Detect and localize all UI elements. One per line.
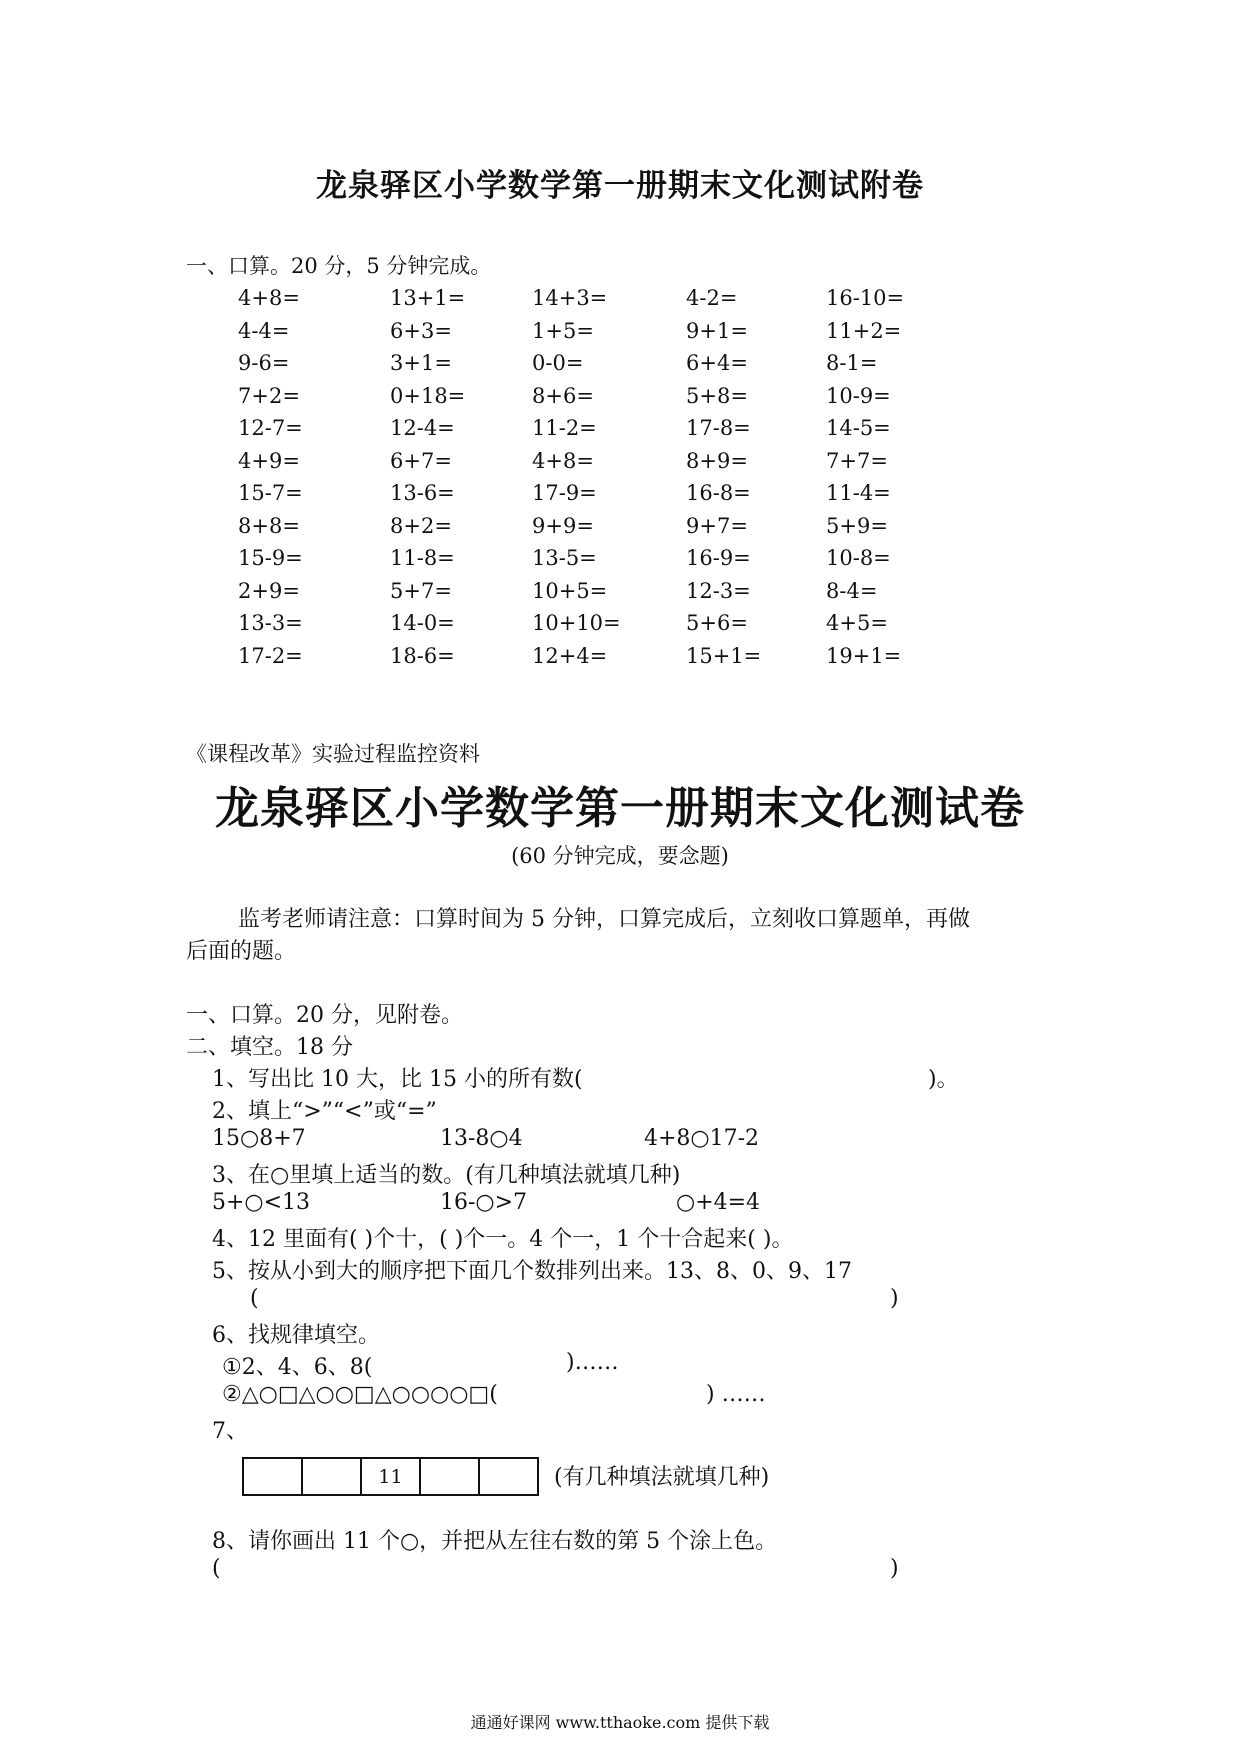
notice-line-1: 监考老师请注意：口算时间为 5 分钟，口算完成后，立刻收口算题单，再做 <box>238 907 970 932</box>
calc-item: 10+10= <box>532 611 621 635</box>
question-6-b: ②△○□△○○□△○○○○□( <box>222 1382 498 1407</box>
question-6-a-end: )…… <box>566 1350 619 1375</box>
calc-item: 13-5= <box>532 546 597 570</box>
calc-item: 10+5= <box>532 578 608 603</box>
calc-item: 4+8= <box>238 286 300 310</box>
question-7-boxes <box>242 1457 539 1496</box>
exam-section-1: 一、口算。20 分，见附卷。 <box>186 1003 463 1028</box>
question-5-open: ( <box>250 1286 259 1311</box>
calc-item: 15-7= <box>238 481 303 505</box>
number-box: 11 <box>362 1459 421 1494</box>
calc-item: 17-9= <box>532 481 597 505</box>
calc-item: 8-4= <box>826 578 878 603</box>
calc-item: 10-8= <box>826 546 891 570</box>
question-1: 1、写出比 10 大，比 15 小的所有数( <box>212 1067 583 1092</box>
calc-item: 10-9= <box>826 383 891 408</box>
calc-item: 9+7= <box>686 513 748 538</box>
calc-item: 12-3= <box>686 578 751 603</box>
question-7: 7、 <box>212 1419 248 1444</box>
calc-item: 13-3= <box>238 611 303 635</box>
exam-subtitle: (60 分钟完成，要念题) <box>511 844 729 868</box>
question-2: 2、填上“>”“<”或“=” <box>212 1099 437 1124</box>
calc-item: 1+5= <box>532 318 594 343</box>
calc-item: 16-10= <box>826 286 905 310</box>
calc-item: 2+9= <box>238 578 300 603</box>
question-5: 5、按从小到大的顺序把下面几个数排列出来。13、8、0、9、17 <box>212 1259 852 1284</box>
question-3-item: ○+4=4 <box>676 1190 761 1215</box>
question-3-item: 5+○<13 <box>212 1190 311 1215</box>
question-3-item: 16-○>7 <box>440 1190 528 1215</box>
calc-item: 8+8= <box>238 513 300 538</box>
question-2-item: 13-8○4 <box>440 1126 523 1151</box>
calc-item: 4+9= <box>238 448 300 473</box>
exam-title: 龙泉驿区小学数学第一册期末文化测试卷 <box>215 783 1025 834</box>
calc-item: 12-7= <box>238 416 303 440</box>
exam-tag: 《课程改革》实验过程监控资料 <box>186 742 480 766</box>
calc-item: 15+1= <box>686 643 762 668</box>
calc-item: 0+18= <box>390 383 466 408</box>
notice-line-2: 后面的题。 <box>186 939 297 964</box>
calc-item: 15-9= <box>238 546 303 570</box>
calc-item: 8+6= <box>532 383 594 408</box>
calc-item: 13+1= <box>390 286 466 310</box>
calc-item: 11-8= <box>390 546 455 570</box>
number-box <box>244 1459 303 1494</box>
calc-item: 14+3= <box>532 286 608 310</box>
calc-item: 11-2= <box>532 416 597 440</box>
question-6: 6、找规律填空。 <box>212 1323 380 1348</box>
question-6-b-end: ) …… <box>706 1382 766 1407</box>
question-7-note: (有几种填法就填几种) <box>554 1465 770 1490</box>
question-6-a: ①2、4、6、8( <box>222 1355 373 1380</box>
calc-item: 4-2= <box>686 286 738 310</box>
calc-item: 3+1= <box>390 351 452 375</box>
annex-section-1: 一、口算。20 分，5 分钟完成。 <box>186 254 492 278</box>
question-3: 3、在○里填上适当的数。(有几种填法就填几种) <box>212 1163 681 1188</box>
calc-item: 11+2= <box>826 318 902 343</box>
calc-item: 8-1= <box>826 351 878 375</box>
calc-item: 5+7= <box>390 578 452 603</box>
exam-section-2: 二、填空。18 分 <box>186 1035 353 1060</box>
calc-item: 7+2= <box>238 383 300 408</box>
calc-item: 9-6= <box>238 351 290 375</box>
footer-credit: 通通好课网 www.tthaoke.com 提供下载 <box>470 1713 770 1732</box>
calc-item: 9+1= <box>686 318 748 343</box>
calc-item: 9+9= <box>532 513 594 538</box>
calc-item: 18-6= <box>390 643 455 668</box>
question-4: 4、12 里面有( )个十，( )个一。4 个一，1 个十合起来( )。 <box>212 1227 794 1252</box>
calc-item: 17-2= <box>238 643 303 668</box>
calc-item: 11-4= <box>826 481 891 505</box>
calc-item: 19+1= <box>826 643 902 668</box>
question-8: 8、请你画出 11 个○，并把从左往右数的第 5 个涂上色。 <box>212 1529 778 1554</box>
calc-item: 17-8= <box>686 416 751 440</box>
question-2-item: 4+8○17-2 <box>644 1126 760 1151</box>
calc-item: 4+5= <box>826 611 888 635</box>
question-1-end: )。 <box>928 1067 959 1092</box>
number-box <box>303 1459 362 1494</box>
calc-item: 5+9= <box>826 513 888 538</box>
calc-item: 7+7= <box>826 448 888 473</box>
calc-item: 4+8= <box>532 448 594 473</box>
calc-item: 8+9= <box>686 448 748 473</box>
calc-item: 14-0= <box>390 611 455 635</box>
calc-item: 16-9= <box>686 546 751 570</box>
calc-item: 12-4= <box>390 416 455 440</box>
annex-title: 龙泉驿区小学数学第一册期末文化测试附卷 <box>316 168 924 204</box>
number-box <box>480 1459 537 1494</box>
calc-item: 14-5= <box>826 416 891 440</box>
calc-item: 12+4= <box>532 643 608 668</box>
calc-item: 0-0= <box>532 351 584 375</box>
calc-item: 5+8= <box>686 383 748 408</box>
question-5-close: ) <box>890 1286 899 1311</box>
calc-item: 6+3= <box>390 318 452 343</box>
question-8-close: ) <box>890 1556 899 1581</box>
question-8-open: ( <box>212 1556 221 1581</box>
number-box <box>421 1459 480 1494</box>
calc-item: 6+4= <box>686 351 748 375</box>
question-2-item: 15○8+7 <box>212 1126 306 1151</box>
calc-item: 4-4= <box>238 318 290 343</box>
calc-item: 8+2= <box>390 513 452 538</box>
calc-item: 6+7= <box>390 448 452 473</box>
calc-item: 13-6= <box>390 481 455 505</box>
calc-item: 5+6= <box>686 611 748 635</box>
calc-item: 16-8= <box>686 481 751 505</box>
